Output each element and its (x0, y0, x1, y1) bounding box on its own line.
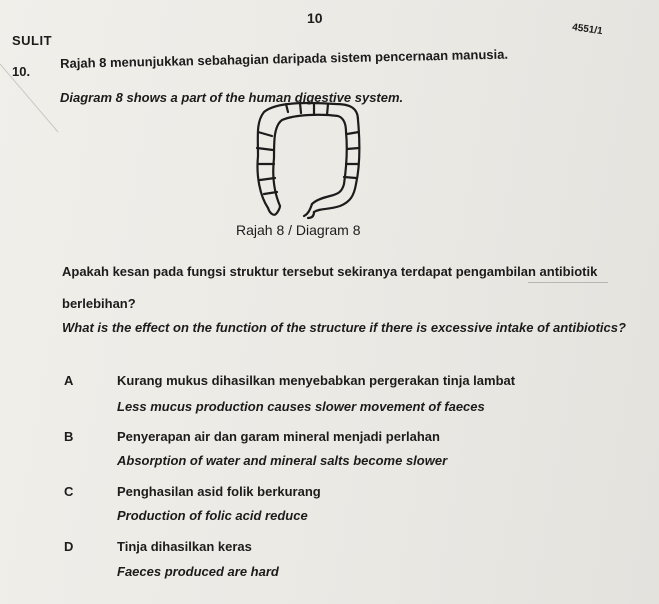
faint-line (528, 282, 608, 283)
option-c-english[interactable]: Production of folic acid reduce (117, 508, 308, 523)
page-number: 10 (307, 10, 323, 26)
option-c-malay[interactable]: Penghasilan asid folik berkurang (117, 484, 321, 499)
diagram-caption: Rajah 8 / Diagram 8 (236, 222, 361, 238)
option-d-malay[interactable]: Tinja dihasilkan keras (117, 539, 252, 554)
question-text-malay-line1: Apakah kesan pada fungsi struktur tersebut sekiranya terdapat pengambilan antibiotik (62, 264, 598, 279)
option-b-malay[interactable]: Penyerapan air dan garam mineral menjadi perlahan (117, 429, 440, 444)
option-a-english[interactable]: Less mucus production causes slower movement of faeces (117, 399, 485, 414)
classification-label: SULIT (12, 33, 53, 48)
option-b-letter[interactable]: B (64, 429, 74, 444)
question-text-english: What is the effect on the function of the structure if there is excessive intake of antibiotics? (62, 320, 626, 335)
paper-code: 4551/1 (571, 22, 604, 38)
option-d-letter[interactable]: D (64, 539, 74, 554)
question-text-malay-line2: berlebihan? (62, 296, 136, 311)
question-intro-malay: Rajah 8 menunjukkan sebahagian daripada sistem pencernaan manusia. (60, 46, 509, 71)
question-intro-english: Diagram 8 shows a part of the human digestive system. (60, 90, 404, 105)
option-b-english[interactable]: Absorption of water and mineral salts become slower (117, 453, 448, 468)
large-intestine-diagram (246, 96, 376, 220)
option-c-letter[interactable]: C (64, 484, 74, 499)
option-d-english[interactable]: Faeces produced are hard (117, 564, 279, 579)
option-a-letter[interactable]: A (64, 373, 74, 388)
option-a-malay[interactable]: Kurang mukus dihasilkan menyebabkan pergerakan tinja lambat (117, 373, 516, 388)
question-number: 10. (12, 64, 31, 79)
